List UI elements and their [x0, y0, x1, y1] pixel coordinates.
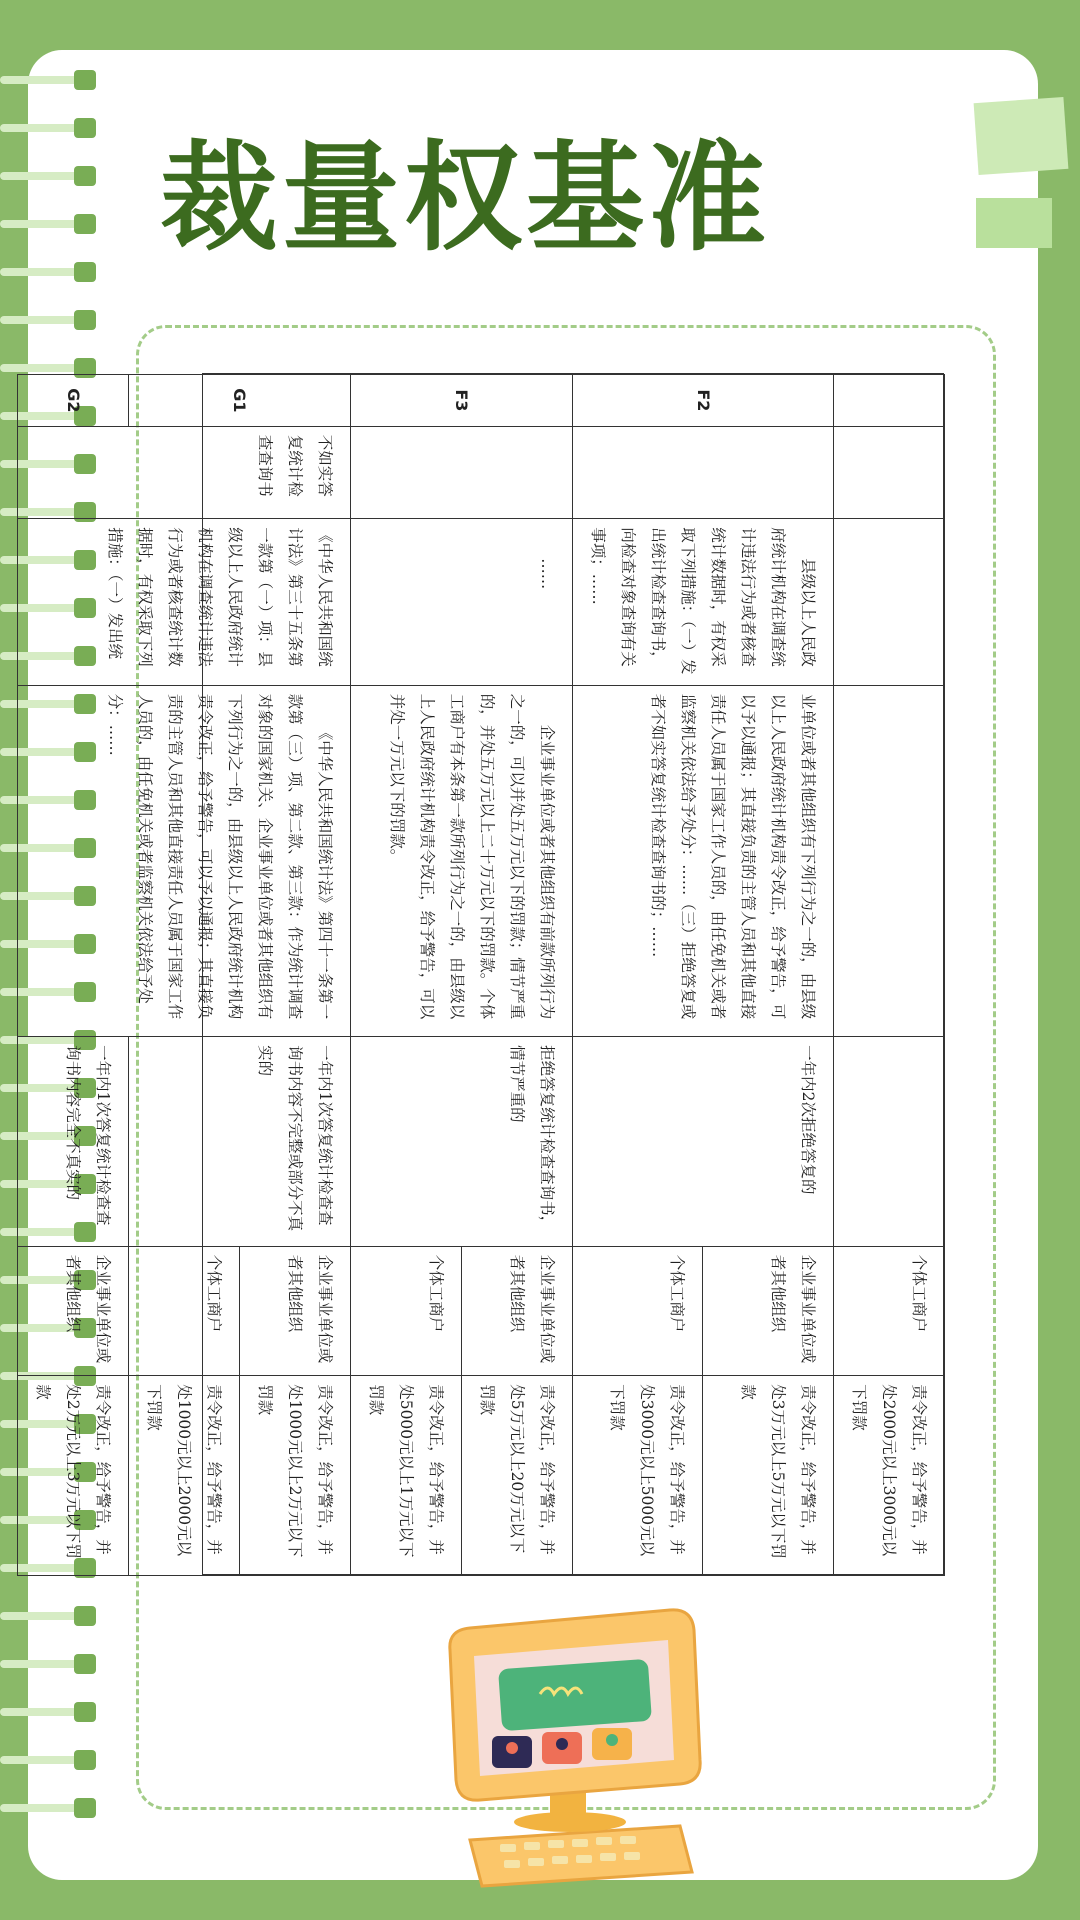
penalty-basis: 企业事业单位或者其他组织有前款所列行为之一的，可以并处五万元以下的罚款；情节严重的，并处五万元以上二十万元以下的罚款。个体工商户有本条第一款所列行为之一的，由县级以上人民政府统计机构责令改正，给予警告，可以并处一万元以下的罚款。: [351, 685, 573, 1036]
legal-basis: 《中华人民共和国统计法》第三十五条第一款第（一）项：县级以上人民政府统计机构在调查统计违法行为或者核查统计数据时，有权采取下列措施：（一）发出统: [18, 519, 351, 685]
spiral-ring: [0, 310, 98, 330]
violation-code: G1: [129, 375, 351, 427]
violation-circumstance: 一年内1次答复统计检查查询书内容完全不真实的: [18, 1037, 129, 1247]
violation-circumstance: 拒绝答复统计检查查询书，情节严重的: [351, 1037, 573, 1247]
violation-circumstance: 一年内1次答复统计检查查询书内容不完整或部分不真实的: [129, 1037, 351, 1247]
spiral-ring: [0, 1798, 98, 1818]
legal-basis: ……: [351, 519, 573, 685]
legal-basis: [834, 519, 945, 685]
spiral-ring: [0, 70, 98, 90]
violation-circumstance: [834, 1037, 945, 1247]
subject-type: 个体工商户: [573, 1246, 704, 1375]
penalty-standard: 责令改正，给予警告，并处2000元以上3000元以下罚款: [834, 1376, 945, 1576]
spiral-ring: [0, 1702, 98, 1722]
subject-type: 个体工商户: [834, 1246, 945, 1375]
rotated-table-wrapper: [34, 374, 945, 1576]
violation-code: [834, 375, 945, 427]
penalty-basis: 《中华人民共和国统计法》第四十一条第一款第（三）项、第二款、第三款：作为统计调查对象的国家机关、企业事业单位或者其他组织有下列行为之一的，由县级以上人民政府统计机构责令改正，给予警告，可以予以通报；其直接负责的主管人员和其他直接责任人员属于国家工作人员的，由任免机关或者监察机关依法给予处分：……: [18, 685, 351, 1036]
page-title: 裁量权基准: [160, 129, 771, 267]
spiral-ring: [0, 166, 98, 186]
penalty-standard: 责令改正，给予警告，并处3万元以上5万元以下罚款: [703, 1376, 834, 1576]
legal-basis: 县级以上人民政府统计机构在调查统计违法行为或者核查统计数据时，有权采取下列措施：（一）发出统计检查查询书，向检查对象查询有关事项；……: [573, 519, 834, 685]
spiral-ring: [0, 1606, 98, 1626]
spiral-ring: [0, 118, 98, 138]
sticky-tab-bottom: [976, 198, 1052, 248]
violation-fact: 不如实答复统计检查查询书: [18, 426, 351, 518]
subject-type: 企业事业单位或者其他组织: [462, 1246, 573, 1375]
violation-code: G2: [18, 375, 129, 427]
penalty-standard: 责令改正，给予警告，并处5000元以上1万元以下罚款: [351, 1376, 462, 1576]
penalty-standard: 责令改正，给予警告，并处1000元以上2000元以下罚款: [129, 1376, 240, 1576]
penalty-standard: 责令改正，给予警告，并处1000元以上2万元以下罚款: [240, 1376, 351, 1576]
spiral-ring: [0, 1654, 98, 1674]
discretion-standard-table: [17, 374, 945, 1576]
violation-circumstance: 一年内2次拒绝答复的: [573, 1037, 834, 1247]
subject-type: 企业事业单位或者其他组织: [240, 1246, 351, 1375]
subject-type: 个体工商户: [129, 1246, 240, 1375]
spiral-ring: [0, 1750, 98, 1770]
subject-type: 个体工商户: [351, 1246, 462, 1375]
discretion-table-container: [34, 373, 944, 1575]
table-row: [240, 375, 351, 1576]
penalty-standard: 责令改正，给予警告，并处5万元以上20万元以下罚款: [462, 1376, 573, 1576]
violation-fact: [351, 426, 573, 518]
spiral-ring: [0, 262, 98, 282]
penalty-basis: [834, 685, 945, 1036]
sticky-tab-top: [974, 97, 1069, 175]
violation-fact: [573, 426, 834, 518]
table-row: [703, 375, 834, 1576]
penalty-basis: 业单位或者其他组织有下列行为之一的，由县级以上人民政府统计机构责令改正，给予警告，可以予以通报；其直接负责的主管人员和其他直接责任人员属于国家工作人员的，由任免机关或者监察机关依法给予处分：……（三）拒绝答复或者不如实答复统计检查查询书的；……: [573, 685, 834, 1036]
violation-fact: [834, 426, 945, 518]
table-row: [834, 375, 945, 1576]
penalty-standard: 责令改正，给予警告，并处3000元以上5000元以下罚款: [573, 1376, 704, 1576]
subject-type: 企业事业单位或者其他组织: [703, 1246, 834, 1375]
violation-code: F3: [351, 375, 573, 427]
computer-monitor-with-video-call-illustration: [430, 1590, 730, 1890]
violation-code: F2: [573, 375, 834, 427]
spiral-ring: [0, 214, 98, 234]
penalty-standard: 责令改正，给予警告，并处2万元以上3万元以下罚款: [18, 1376, 129, 1576]
table-row: [462, 375, 573, 1576]
subject-type: 企业事业单位或者其他组织: [18, 1246, 129, 1375]
